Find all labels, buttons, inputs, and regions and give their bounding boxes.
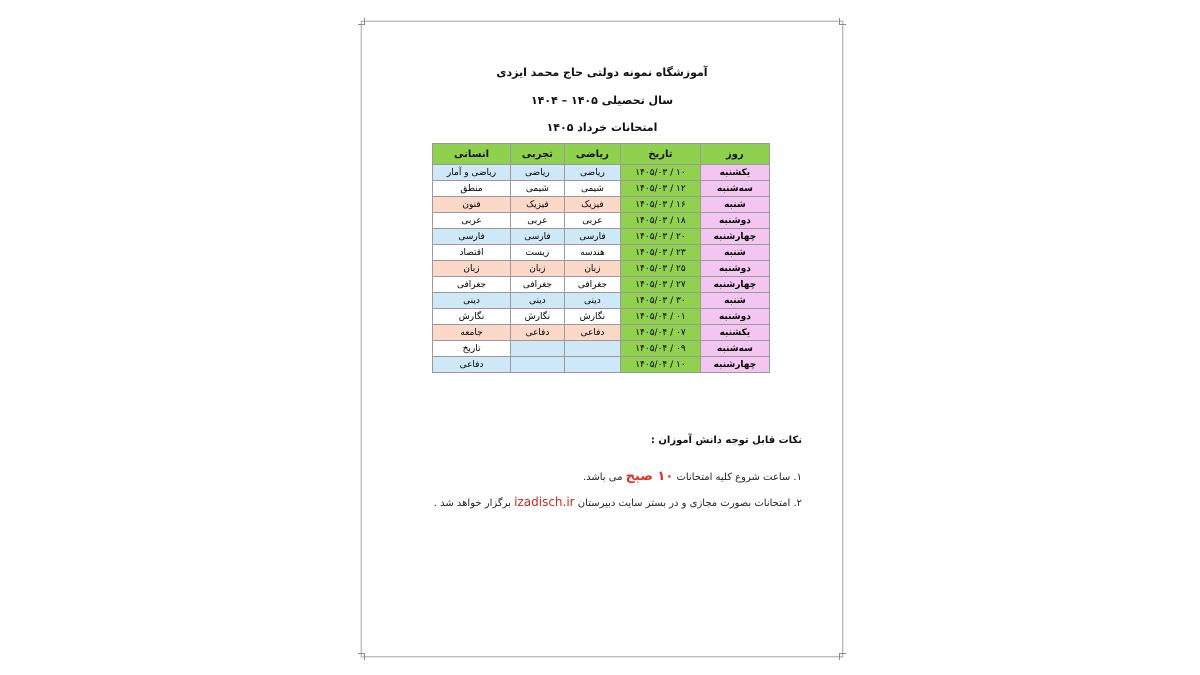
date-cell: ۱۴۰۵/۰۴ / ۰۹: [621, 341, 701, 357]
ensani-cell: جغرافی: [433, 277, 511, 293]
start-time-highlight: ۱۰ صبح: [625, 469, 674, 484]
riazi-cell: دینی: [564, 293, 620, 309]
ensani-cell: نگارش: [433, 309, 511, 325]
exam-schedule-table: [432, 143, 770, 373]
riazi-cell: عربی: [564, 213, 620, 229]
table-row: [433, 261, 770, 277]
note-text: ۲. امتحانات بصورت مجازی و در بستر سایت دبیرستان: [577, 498, 802, 509]
tajrobi-cell: شیمی: [511, 181, 565, 197]
riazi-cell: شیمی: [564, 181, 620, 197]
school-website-link[interactable]: izadisch.ir: [514, 495, 575, 509]
table-row: [433, 293, 770, 309]
riazi-cell: جغرافی: [564, 277, 620, 293]
day-cell: سه‌شنبه: [700, 341, 769, 357]
tajrobi-cell: دینی: [511, 293, 565, 309]
riazi-cell: زبان: [564, 261, 620, 277]
ensani-cell: فنون: [433, 197, 511, 213]
column-header-tajrobi: تجربی: [511, 144, 565, 165]
tajrobi-cell: [511, 357, 565, 373]
table-header-row: [433, 144, 770, 165]
date-cell: ۱۴۰۵/۰۳ / ۳۰: [621, 293, 701, 309]
ensani-cell: دفاعی: [433, 357, 511, 373]
tajrobi-cell: دفاعی: [511, 325, 565, 341]
day-cell: شنبه: [700, 197, 769, 213]
column-header-day: روز: [700, 144, 769, 165]
note-item-online: [434, 495, 802, 509]
academic-year: سال تحصیلی ۱۴۰۵ – ۱۴۰۴: [530, 94, 674, 107]
note-text: می باشد.: [582, 472, 623, 483]
page-corner-mark: [358, 18, 365, 25]
table-row: [433, 325, 770, 341]
table-row: [433, 357, 770, 373]
riazi-cell: ریاضی: [564, 165, 620, 181]
table-row: [433, 229, 770, 245]
riazi-cell: [564, 357, 620, 373]
tajrobi-cell: زیست: [511, 245, 565, 261]
date-cell: ۱۴۰۵/۰۳ / ۲۵: [621, 261, 701, 277]
day-cell: دوشنبه: [700, 213, 769, 229]
day-cell: یکشنبه: [700, 325, 769, 341]
ensani-cell: دینی: [433, 293, 511, 309]
table-row: [433, 213, 770, 229]
page-corner-mark: [839, 653, 846, 660]
table-row: [433, 245, 770, 261]
ensani-cell: زبان: [433, 261, 511, 277]
day-cell: یکشنبه: [700, 165, 769, 181]
note-item-start-time: [583, 469, 802, 484]
riazi-cell: [564, 341, 620, 357]
tajrobi-cell: فارسی: [511, 229, 565, 245]
day-cell: شنبه: [700, 293, 769, 309]
day-cell: سه‌شنبه: [700, 181, 769, 197]
document-page: [361, 21, 843, 657]
note-text: برگزار خواهد شد .: [433, 498, 511, 509]
tajrobi-cell: ریاضی: [511, 165, 565, 181]
riazi-cell: نگارش: [564, 309, 620, 325]
tajrobi-cell: فیزیک: [511, 197, 565, 213]
ensani-cell: فارسی: [433, 229, 511, 245]
note-text: ۱. ساعت شروع کلیه امتحانات: [676, 472, 802, 483]
day-cell: چهارشنبه: [700, 229, 769, 245]
exam-title: امتحانات خرداد ۱۴۰۵: [546, 121, 658, 134]
date-cell: ۱۴۰۵/۰۳ / ۱۶: [621, 197, 701, 213]
column-header-date: تاریخ: [621, 144, 701, 165]
table-row: [433, 165, 770, 181]
date-cell: ۱۴۰۵/۰۴ / ۰۷: [621, 325, 701, 341]
column-header-ensani: انسانی: [433, 144, 511, 165]
date-cell: ۱۴۰۵/۰۳ / ۱۲: [621, 181, 701, 197]
table-row: [433, 197, 770, 213]
tajrobi-cell: نگارش: [511, 309, 565, 325]
table-row: [433, 181, 770, 197]
day-cell: شنبه: [700, 245, 769, 261]
ensani-cell: اقتصاد: [433, 245, 511, 261]
column-header-riazi: ریاضی: [564, 144, 620, 165]
date-cell: ۱۴۰۵/۰۳ / ۲۰: [621, 229, 701, 245]
page-corner-mark: [839, 18, 846, 25]
riazi-cell: هندسه: [564, 245, 620, 261]
ensani-cell: منطق: [433, 181, 511, 197]
date-cell: ۱۴۰۵/۰۴ / ۰۱: [621, 309, 701, 325]
ensani-cell: جامعه: [433, 325, 511, 341]
tajrobi-cell: [511, 341, 565, 357]
ensani-cell: عربی: [433, 213, 511, 229]
tajrobi-cell: عربی: [511, 213, 565, 229]
date-cell: ۱۴۰۵/۰۳ / ۲۳: [621, 245, 701, 261]
ensani-cell: ریاضی و آمار: [433, 165, 511, 181]
riazi-cell: فیزیک: [564, 197, 620, 213]
table-row: [433, 341, 770, 357]
tajrobi-cell: زبان: [511, 261, 565, 277]
school-name: آموزشگاه نمونه دولتی حاج محمد ایزدی: [496, 66, 708, 79]
page-corner-mark: [358, 653, 365, 660]
notes-title: نکات قابل توجه دانش آموزان :: [650, 435, 802, 446]
riazi-cell: دفاعی: [564, 325, 620, 341]
day-cell: دوشنبه: [700, 309, 769, 325]
date-cell: ۱۴۰۵/۰۳ / ۱۰: [621, 165, 701, 181]
date-cell: ۱۴۰۵/۰۴ / ۱۰: [621, 357, 701, 373]
riazi-cell: فارسی: [564, 229, 620, 245]
day-cell: دوشنبه: [700, 261, 769, 277]
tajrobi-cell: جغرافی: [511, 277, 565, 293]
date-cell: ۱۴۰۵/۰۳ / ۱۸: [621, 213, 701, 229]
date-cell: ۱۴۰۵/۰۳ / ۲۷: [621, 277, 701, 293]
table-row: [433, 309, 770, 325]
day-cell: چهارشنبه: [700, 277, 769, 293]
day-cell: چهارشنبه: [700, 357, 769, 373]
table-row: [433, 277, 770, 293]
ensani-cell: تاریخ: [433, 341, 511, 357]
